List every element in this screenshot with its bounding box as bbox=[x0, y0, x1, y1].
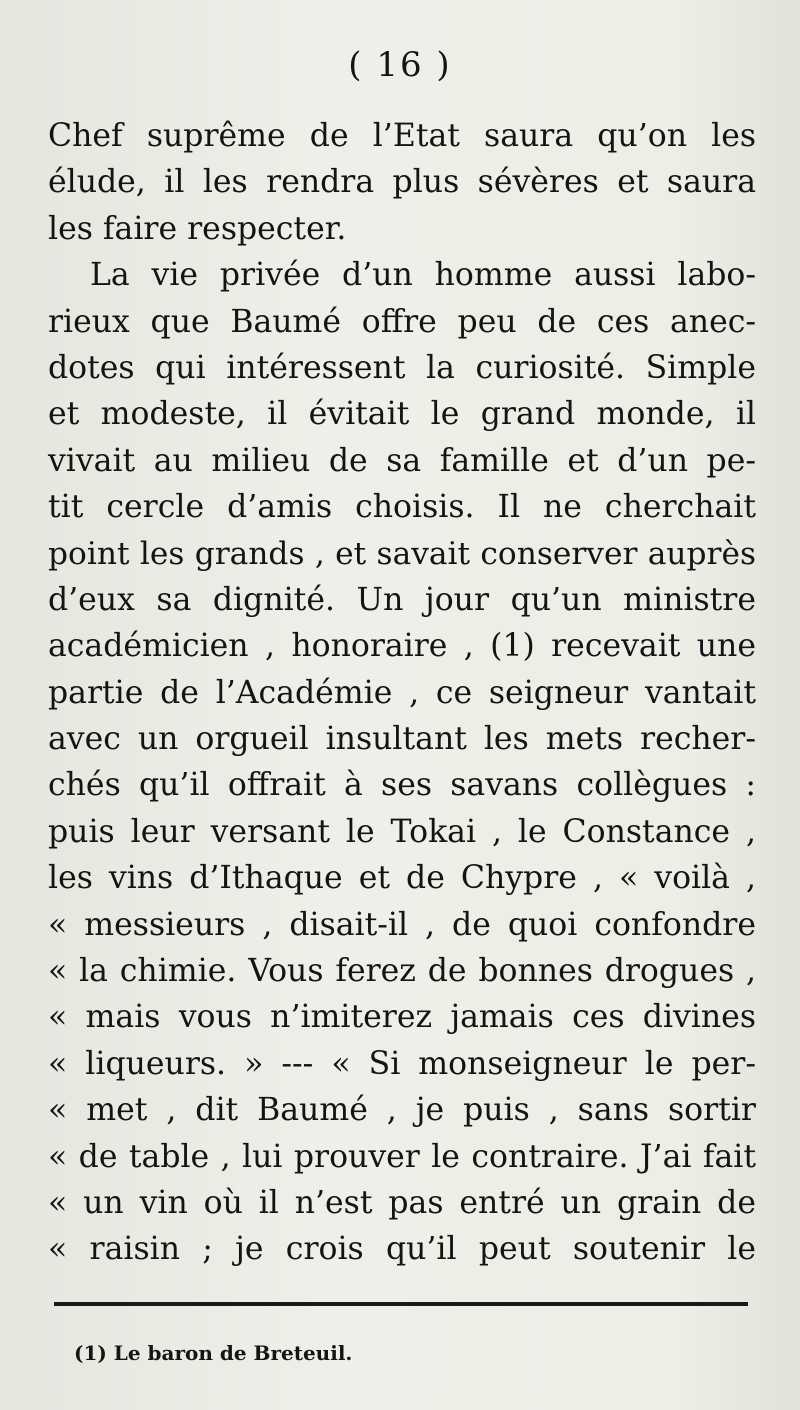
text-line: élude, il les rendra plus sévères et saura bbox=[48, 164, 756, 201]
text-line: « messieurs , disait-il , de quoi confondre bbox=[48, 906, 756, 943]
text-line: rieux que Baumé offre peu de ces anec- bbox=[48, 303, 756, 340]
text-line: les vins d’Ithaque et de Chypre , « voilà , bbox=[48, 860, 756, 897]
text-line: « liqueurs. » --- « Si monseigneur le per- bbox=[48, 1045, 756, 1082]
text-line: avec un orgueil insultant les mets recher- bbox=[48, 721, 756, 758]
text-line: vivait au milieu de sa famille et d’un pe- bbox=[48, 442, 756, 479]
text-line: dotes qui intéressent la curiosité. Simple bbox=[48, 349, 756, 386]
text-line: les faire respecter. bbox=[48, 210, 347, 247]
text-line: partie de l’Académie , ce seigneur vantait bbox=[48, 674, 756, 711]
text-line: et modeste, il évitait le grand monde, il bbox=[48, 396, 756, 433]
text-line: point les grands , et savait conserver auprès bbox=[48, 535, 756, 572]
footnote: (1) Le baron de Breteuil. bbox=[74, 1341, 353, 1365]
text-line: tit cercle d’amis choisis. Il ne cherchait bbox=[48, 489, 756, 526]
text-line: « de table , lui prouver le contraire. J’ai fait bbox=[48, 1138, 756, 1175]
text-line: chés qu’il offrait à ses savans collègues : bbox=[48, 767, 756, 804]
text-line: académicien , honoraire , (1) recevait une bbox=[48, 628, 756, 665]
text-line: d’eux sa dignité. Un jour qu’un ministre bbox=[48, 581, 756, 618]
text-line: « la chimie. Vous ferez de bonnes drogues , bbox=[48, 953, 756, 990]
text-line: puis leur versant le Tokai , le Constance , bbox=[48, 813, 756, 850]
body-text bbox=[48, 113, 756, 1273]
text-line: « met , dit Baumé , je puis , sans sortir bbox=[48, 1092, 756, 1129]
text-line: Chef suprême de l’Etat saura qu’on les bbox=[48, 118, 756, 154]
text-line: « mais vous n’imiterez jamais ces divines bbox=[48, 999, 756, 1036]
text-line: « un vin où il n’est pas entré un grain de bbox=[48, 1184, 756, 1221]
page-number: ( 16 ) bbox=[348, 45, 452, 85]
footnote-rule bbox=[54, 1302, 748, 1306]
text-line: « raisin ; je crois qu’il peut soutenir le bbox=[48, 1231, 756, 1268]
text-line: La vie privée d’un homme aussi labo- bbox=[90, 257, 756, 294]
